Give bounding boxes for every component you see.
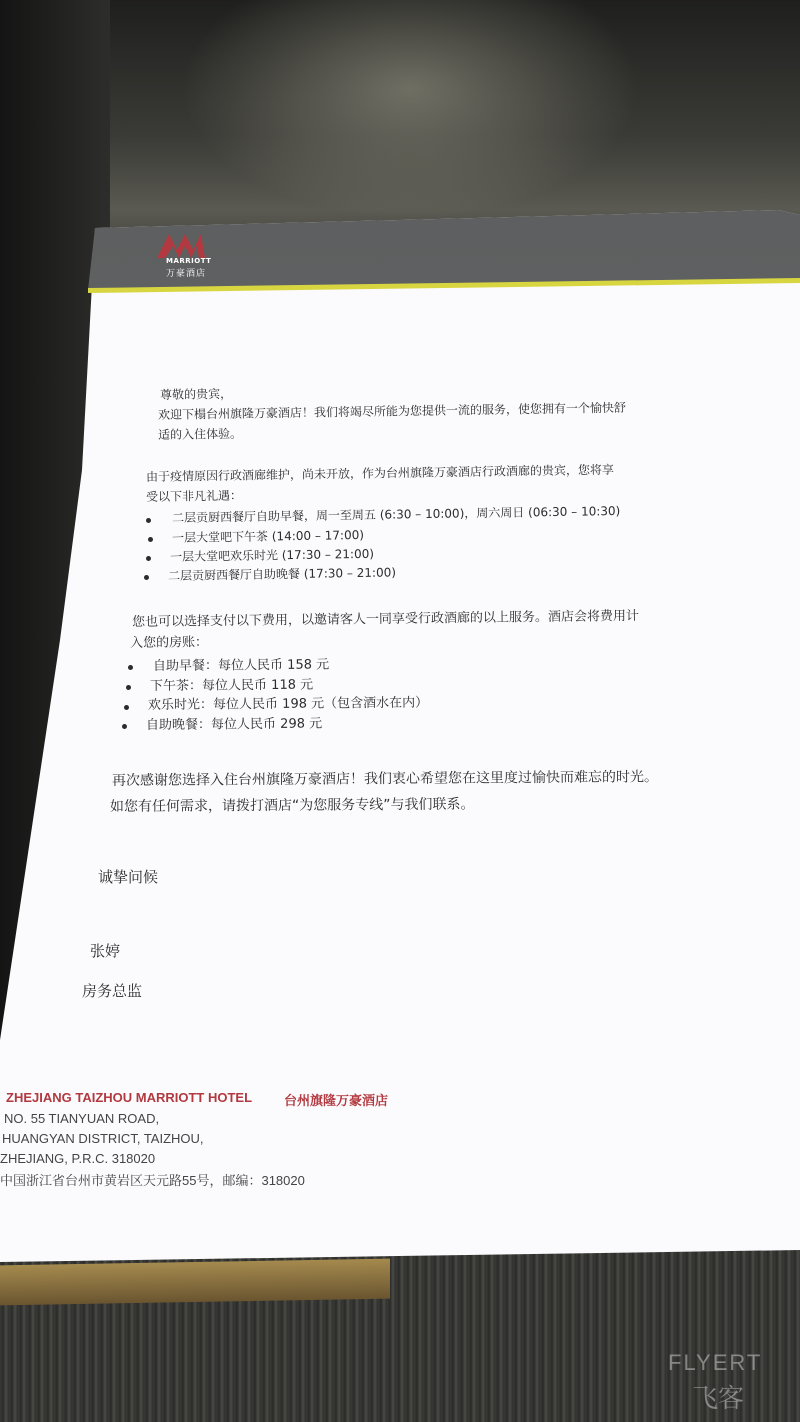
flyert-watermark-cn: 飞客 xyxy=(692,1383,745,1413)
marriott-logo-icon xyxy=(155,230,207,260)
price-item: 自助早餐：每位人民币 158 元 xyxy=(152,657,330,674)
flyert-watermark: FLYERT xyxy=(668,1350,763,1375)
price-item: 下午茶：每位人民币 118 元 xyxy=(149,677,314,694)
benefit-item: 二层贡厨西餐厅自助晚餐 (17:30 – 21:00) xyxy=(167,565,397,583)
notice-line-1: 由于疫情原因行政酒廊维护，尚未开放，作为台州旗隆万豪酒店行政酒廊的贵宾，您将享 xyxy=(145,462,615,484)
payment-line-2: 入您的房账： xyxy=(129,635,209,651)
intro-line-1: 欢迎下榻台州旗隆万豪酒店！我们将竭尽所能为您提供一流的服务，使您拥有一个愉快舒 xyxy=(157,400,627,422)
footer-address-line-3: ZHEJIANG, P.R.C. 318020 xyxy=(0,1151,156,1166)
benefit-bullet xyxy=(148,537,153,542)
benefit-bullet xyxy=(146,556,151,561)
ceiling-light-glow xyxy=(180,0,640,220)
greeting: 尊敬的贵宾， xyxy=(159,386,233,402)
footer-address-chinese: 中国浙江省台州市黄岩区天元路55号，邮编：318020 xyxy=(0,1173,305,1188)
footer-hotel-name-en: ZHEJIANG TAIZHOU MARRIOTT HOTEL xyxy=(6,1090,253,1105)
footer-address-line-1: NO. 55 TIANYUAN ROAD, xyxy=(4,1111,160,1126)
logo-brand-text: MARRIOTT xyxy=(166,257,212,265)
benefit-bullet xyxy=(144,575,149,580)
benefit-bullet xyxy=(146,518,151,523)
price-bullet xyxy=(124,705,129,710)
price-bullet xyxy=(126,685,131,690)
benefit-item: 一层大堂吧下午茶 (14:00 – 17:00) xyxy=(171,527,365,545)
closing: 诚挚问候 xyxy=(98,868,159,886)
price-bullet xyxy=(122,724,127,729)
price-bullet xyxy=(128,665,133,670)
footer-hotel-name-cn: 台州旗隆万豪酒店 xyxy=(284,1093,389,1108)
intro-line-2: 适的入住体验。 xyxy=(157,426,243,442)
signer-title: 房务总监 xyxy=(82,982,143,1000)
notice-line-2: 受以下非凡礼遇： xyxy=(145,488,243,504)
logo-chinese-text: 万豪酒店 xyxy=(166,269,207,279)
benefit-item: 二层贡厨西餐厅自助早餐，周一至周五 (6:30 – 10:00)，周六周日 (06:30 – 10:30) xyxy=(171,503,621,525)
price-item: 自助晚餐：每位人民币 298 元 xyxy=(145,716,323,733)
benefit-item: 一层大堂吧欢乐时光 (17:30 – 21:00) xyxy=(169,546,375,564)
thanks-line-2: 如您有任何需求，请拨打酒店“为您服务专线”与我们联系。 xyxy=(109,796,475,815)
payment-line-1: 您也可以选择支付以下费用，以邀请客人一同享受行政酒廊的以上服务。酒店会将费用计 xyxy=(131,608,640,630)
thanks-line-1: 再次感谢您选择入住台州旗隆万豪酒店！我们衷心希望您在这里度过愉快而难忘的时光。 xyxy=(111,769,659,789)
footer-address-line-2: HUANGYAN DISTRICT, TAIZHOU, xyxy=(2,1131,204,1146)
desk-gold-edge xyxy=(0,1259,390,1306)
signer-name: 张婷 xyxy=(90,942,121,960)
price-item: 欢乐时光：每位人民币 198 元（包含酒水在内） xyxy=(147,695,429,713)
